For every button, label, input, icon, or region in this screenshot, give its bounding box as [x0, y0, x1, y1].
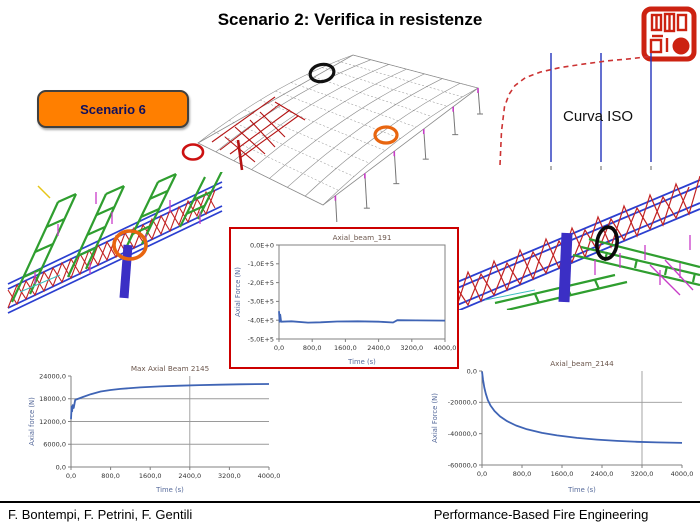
chart-text: 6000,0 [43, 440, 66, 449]
y-axis-label: Axial Force (N) [234, 267, 242, 317]
chart-text: 2400,0 [178, 472, 202, 480]
chart-text: 800,0 [512, 470, 532, 478]
chart-body [234, 233, 456, 366]
chart-bottom_left [25, 362, 283, 495]
iso-curve-figure [488, 35, 698, 175]
chart-text: 24000,0 [39, 372, 66, 381]
chart-text: -2,0E+5 [247, 278, 274, 287]
chart-text: 0,0 [273, 344, 285, 352]
axial-beam-2144-chart [428, 357, 694, 495]
support-column [564, 233, 567, 302]
roof-mesh [198, 55, 478, 205]
support-column [124, 245, 128, 298]
chart-text: -1,0E+5 [247, 260, 274, 269]
x-axis-label: Time (s) [156, 486, 184, 494]
chart-body [28, 364, 280, 494]
page-title: Scenario 2: Verifica in resistenze [217, 10, 483, 29]
grid-ticks [551, 166, 651, 170]
chart-text: 0,0E+0 [249, 241, 274, 250]
scenario-6-button-label: Scenario 6 [80, 101, 146, 117]
chart-text: -20000,0 [447, 398, 477, 407]
chart-text: 3200,0 [400, 344, 424, 352]
chart-text: 1600,0 [550, 470, 574, 478]
chart-text: 12000,0 [39, 417, 66, 426]
chart-title: Max Axial Beam 2145 [130, 364, 210, 373]
chart-text: 0,0 [476, 470, 488, 478]
chart-text: 2400,0 [367, 344, 390, 352]
data-line [71, 384, 269, 419]
chart-text: 4000,0 [257, 472, 281, 480]
red-ellipse-marker [183, 145, 203, 160]
chart-text: -5,0E+5 [247, 335, 274, 344]
chart-text: 4000,0 [433, 344, 457, 352]
roof-fire-highlighted-members [212, 97, 305, 170]
footer-divider [0, 501, 700, 503]
scenario-6-button[interactable] [37, 90, 189, 128]
footer-course-title: Performance-Based Fire Engineering [433, 507, 649, 522]
chart-text: 3200,0 [218, 472, 241, 480]
chart-text: 1600,0 [334, 344, 357, 352]
chart-text: -4,0E+5 [247, 316, 274, 325]
data-line [482, 372, 682, 443]
chart-text: 0,0 [65, 472, 77, 480]
curva-iso-label: Curva ISO [562, 108, 634, 125]
chart-text: 3200,0 [630, 470, 654, 478]
chart-body [431, 359, 693, 494]
left-truss-figure [0, 172, 235, 322]
yellow-member [38, 186, 50, 198]
chart-center [231, 229, 457, 367]
chart-text: 4000,0 [670, 470, 694, 478]
max-axial-beam-2145-chart [25, 362, 283, 495]
chart-text: 800,0 [302, 344, 322, 352]
highlight-red-box [229, 227, 459, 369]
data-line [279, 311, 445, 322]
right-truss-figure [455, 175, 700, 310]
chart-title: Axial_beam_191 [332, 233, 392, 242]
x-axis-label: Time (s) [568, 486, 596, 494]
chart-text: -40000,0 [447, 429, 477, 438]
chart-text: 1600,0 [138, 472, 162, 480]
chart-text: 18000,0 [39, 395, 66, 404]
chart-text: 800,0 [101, 472, 120, 480]
y-axis-label: Axial force (N) [28, 397, 36, 446]
chart-text: -60000,0 [447, 461, 477, 470]
x-axis-label: Time (s) [348, 358, 376, 366]
axial-beam-191-chart [231, 229, 457, 367]
chart-text: -3,0E+5 [247, 297, 274, 306]
chart-text: 0,0 [55, 463, 66, 472]
footer-authors: F. Bontempi, F. Petrini, F. Gentili [8, 507, 193, 522]
chart-text: 0,0 [466, 367, 477, 376]
chart-title: Axial_beam_2144 [550, 359, 614, 368]
chart-bottom_right [428, 357, 694, 495]
chart-text: 2400,0 [590, 470, 614, 478]
y-axis-label: Axial Force (N) [431, 393, 439, 443]
